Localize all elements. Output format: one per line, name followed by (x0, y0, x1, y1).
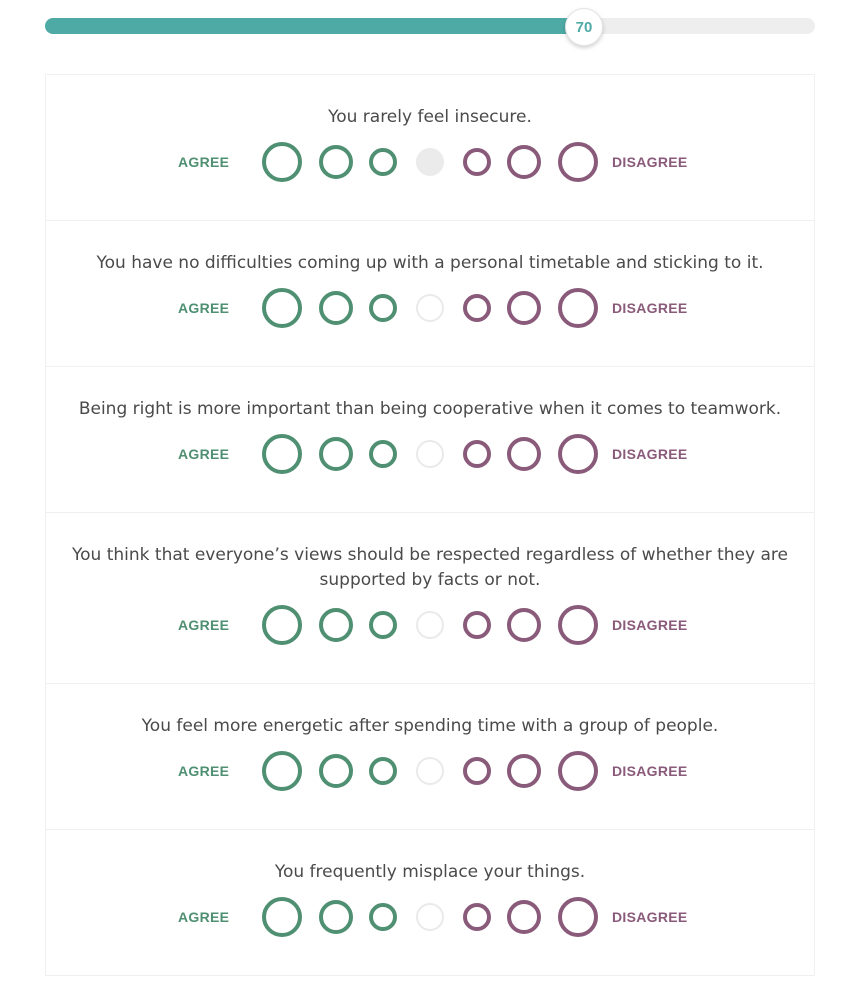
option-disagree-strong[interactable] (558, 288, 598, 328)
question-text: You think that everyone’s views should be respected regardless of whether they are supported by facts or not. (72, 545, 788, 590)
disagree-label: DISAGREE (612, 154, 688, 170)
option-neutral[interactable] (416, 903, 444, 931)
answer-scale (66, 749, 794, 793)
option-disagree[interactable] (507, 291, 541, 325)
answer-scale (66, 140, 794, 184)
question-text: You rarely feel insecure. (328, 107, 532, 127)
agree-label: AGREE (178, 617, 230, 633)
option-agree-slight[interactable] (369, 148, 397, 176)
option-disagree-strong[interactable] (558, 434, 598, 474)
option-neutral[interactable] (416, 440, 444, 468)
option-agree[interactable] (319, 145, 353, 179)
option-disagree-strong[interactable] (558, 605, 598, 645)
option-agree-strong[interactable] (262, 605, 302, 645)
option-agree-strong[interactable] (262, 142, 302, 182)
option-disagree-slight[interactable] (463, 148, 491, 176)
option-agree-slight[interactable] (369, 294, 397, 322)
option-neutral[interactable] (416, 294, 444, 322)
question-text: You have no difficulties coming up with a personal timetable and sticking to it. (96, 253, 764, 273)
question-text: Being right is more important than being cooperative when it comes to teamwork. (78, 399, 782, 419)
option-disagree[interactable] (507, 900, 541, 934)
progress-bar (45, 18, 815, 34)
option-agree-strong[interactable] (262, 751, 302, 791)
option-neutral[interactable] (416, 757, 444, 785)
option-agree-slight[interactable] (369, 903, 397, 931)
question-item (46, 830, 814, 975)
option-disagree-slight[interactable] (463, 903, 491, 931)
disagree-label: DISAGREE (612, 300, 688, 316)
agree-label: AGREE (178, 763, 230, 779)
option-disagree-strong[interactable] (558, 142, 598, 182)
progress-fill (45, 18, 584, 34)
option-agree[interactable] (319, 291, 353, 325)
option-disagree[interactable] (507, 145, 541, 179)
option-disagree[interactable] (507, 437, 541, 471)
disagree-label: DISAGREE (612, 446, 688, 462)
answer-scale (66, 603, 794, 647)
option-disagree-slight[interactable] (463, 440, 491, 468)
option-agree[interactable] (319, 900, 353, 934)
answer-scale (66, 286, 794, 330)
question-list (45, 74, 815, 976)
agree-label: AGREE (178, 300, 230, 316)
disagree-label: DISAGREE (612, 909, 688, 925)
progress-indicator: 70 (565, 8, 603, 46)
agree-label: AGREE (178, 909, 230, 925)
disagree-label: DISAGREE (612, 763, 688, 779)
option-disagree-slight[interactable] (463, 294, 491, 322)
option-neutral[interactable] (416, 611, 444, 639)
option-disagree[interactable] (507, 608, 541, 642)
option-disagree-strong[interactable] (558, 751, 598, 791)
question-item (46, 367, 814, 513)
answer-scale (66, 432, 794, 476)
option-neutral[interactable] (416, 148, 444, 176)
option-disagree-slight[interactable] (463, 611, 491, 639)
agree-label: AGREE (178, 154, 230, 170)
question-text: You feel more energetic after spending time with a group of people. (141, 716, 719, 736)
question-item (46, 684, 814, 830)
agree-label: AGREE (178, 446, 230, 462)
option-agree-strong[interactable] (262, 288, 302, 328)
option-agree-slight[interactable] (369, 440, 397, 468)
question-item (46, 75, 814, 221)
option-disagree[interactable] (507, 754, 541, 788)
option-agree-strong[interactable] (262, 897, 302, 937)
option-agree[interactable] (319, 608, 353, 642)
question-item (46, 221, 814, 367)
option-agree[interactable] (319, 754, 353, 788)
option-agree[interactable] (319, 437, 353, 471)
option-disagree-strong[interactable] (558, 897, 598, 937)
question-item (46, 513, 814, 684)
answer-scale (66, 895, 794, 939)
option-agree-slight[interactable] (369, 757, 397, 785)
option-agree-strong[interactable] (262, 434, 302, 474)
option-disagree-slight[interactable] (463, 757, 491, 785)
question-text: You frequently misplace your things. (274, 862, 586, 882)
disagree-label: DISAGREE (612, 617, 688, 633)
option-agree-slight[interactable] (369, 611, 397, 639)
